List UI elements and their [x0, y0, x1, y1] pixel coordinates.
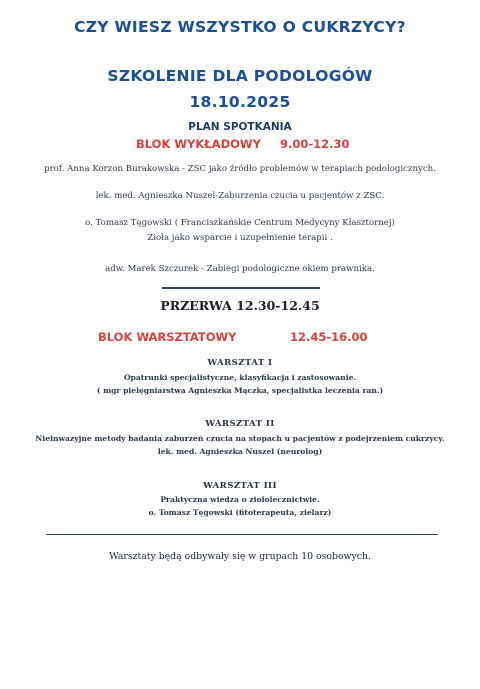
workshop-line: Nieinwazyjne metody badania zaburzeń czucia na stopach u pacjentów z podejrzeniem cukrzycy. [35, 434, 445, 443]
workshop-block-label: BLOK WARSZTATOWY [98, 330, 237, 344]
lecture-item: o. Tomasz Tęgowski ( Franciszkańskie Centrum Medycyny Klasztornej) [85, 218, 395, 228]
page-title: SZKOLENIE DLA PODOLOGÓW [107, 67, 373, 85]
plan-heading: PLAN SPOTKANIA [188, 121, 292, 133]
workshop-line: Praktyczna wiedza o ziołolecznictwie. [160, 495, 320, 504]
workshop-line: lek. med. Agnieszka Nuszel (neurolog) [157, 447, 323, 456]
lecture-item: adw. Marek Szczurek - Zabiegi podologiczne okiem prawnika. [105, 264, 375, 274]
workshop-block-time: 12.45-16.00 [290, 330, 368, 344]
workshop-line: Opatrunki specjalistyczne, klasyfikacja i zastosowanie. [123, 373, 357, 382]
divider [46, 534, 438, 535]
workshop-line: o. Tomasz Tęgowski (fitoterapeuta, zielarz) [148, 508, 332, 517]
lecture-item: Zioła jako wsparcie i uzupełnienie terapii . [147, 233, 333, 243]
lecture-item: prof. Anna Korzon Burakowska - ZSC jako źródło problemów w terapiach podologicznych. [44, 164, 436, 174]
lecture-block-time: 9.00-12.30 [280, 137, 350, 151]
lecture-block-label: BLOK WYKŁADOWY [136, 137, 261, 151]
event-date: 18.10.2025 [189, 93, 291, 111]
lecture-item: lek. med. Agnieszka Nuszel-Zaburzenia czucia u pacjentów z ZSC. [95, 191, 385, 201]
footer-note: Warsztaty będą odbywały się w grupach 10 osobowych. [109, 551, 371, 562]
workshop-line: ( mgr pielęgniarstwa Agnieszka Mączka, specjalistka leczenia ran.) [96, 386, 384, 395]
break-label: PRZERWA 12.30-12.45 [160, 298, 320, 313]
page-question-heading: CZY WIESZ WSZYSTKO O CUKRZYCY? [74, 18, 406, 36]
workshop-title: WARSZTAT I [207, 358, 273, 368]
workshop-title: WARSZTAT III [203, 481, 277, 491]
workshop-title: WARSZTAT II [205, 419, 275, 429]
divider [162, 287, 320, 289]
